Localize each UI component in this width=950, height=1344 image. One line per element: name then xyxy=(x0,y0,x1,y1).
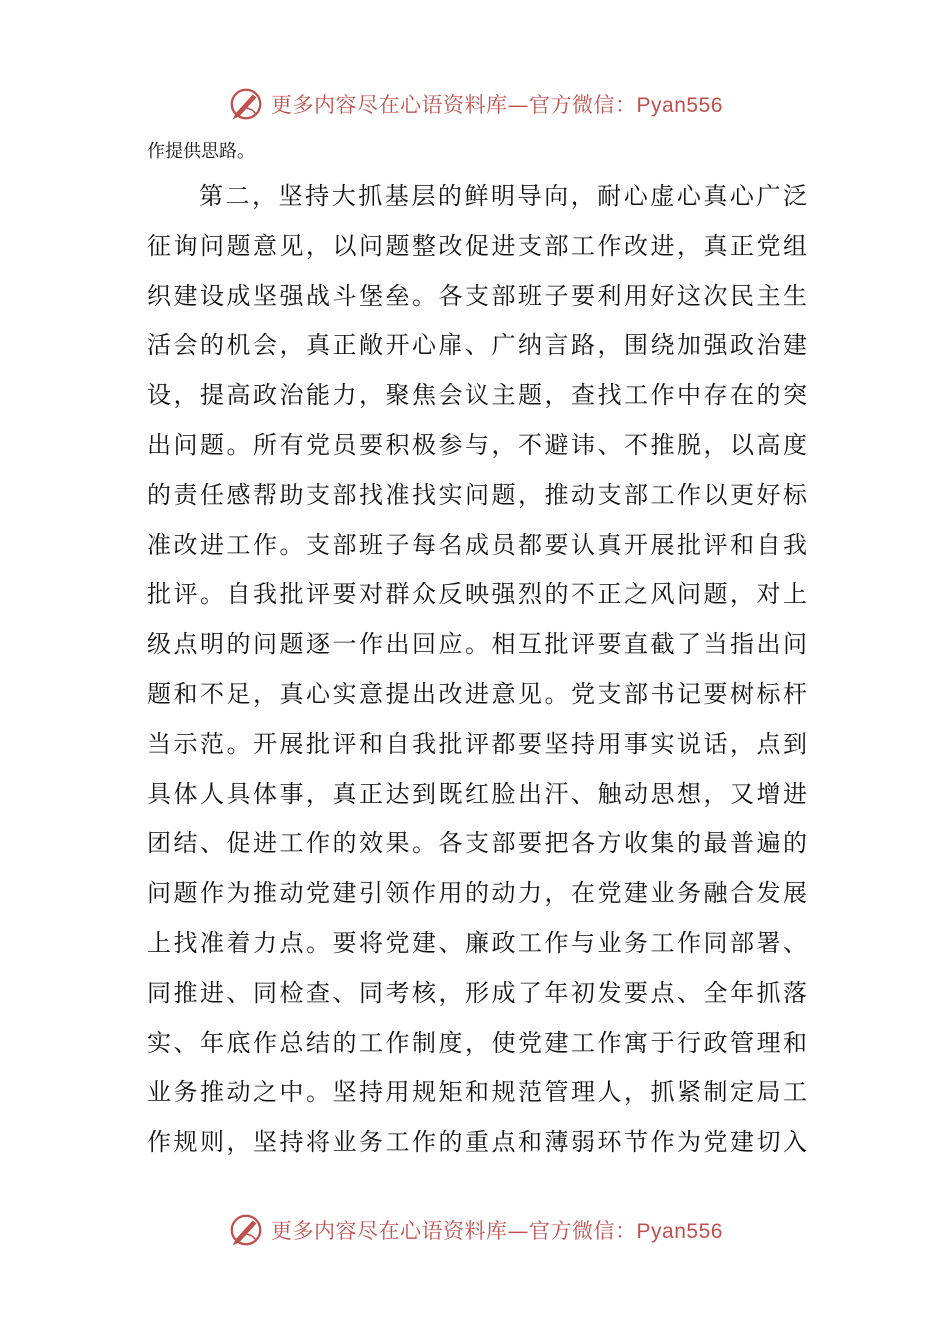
pen-logo-icon xyxy=(227,85,265,123)
text-line: 第二，坚持大抓基层的鲜明导向，耐心虚心真心广泛 xyxy=(199,182,807,210)
text-line: 织建设成坚强战斗堡垒。各支部班子要利用好这次民主生 xyxy=(147,281,807,310)
text-line: 准改进工作。支部班子每名成员都要认真开展批评和自我 xyxy=(147,530,807,559)
text-line: 同推进、同检查、同考核，形成了年初发要点、全年抓落 xyxy=(147,978,807,1007)
header-banner xyxy=(0,82,950,126)
banner-text: 更多内容尽在心语资料库—官方微信：Pyan556 xyxy=(271,1219,723,1243)
wechat-handle: Pyan556 xyxy=(636,94,723,117)
text-line: 上找准着力点。要将党建、廉政工作与业务工作同部署、 xyxy=(147,928,807,957)
text-line: 题和不足，真心实意提出改进意见。党支部书记要树标杆 xyxy=(147,679,807,708)
body-paragraph xyxy=(147,172,807,1168)
wechat-handle: Pyan556 xyxy=(636,1220,723,1243)
text-line: 具体人具体事，真正达到既红脸出汗、触动思想，又增进 xyxy=(147,779,807,808)
text-line: 的责任感帮助支部找准找实问题，推动支部工作以更好标 xyxy=(147,480,807,509)
text-line: 当示范。开展批评和自我批评都要坚持用事实说话，点到 xyxy=(147,729,807,758)
text-line: 业务推动之中。坚持用规矩和规范管理人，抓紧制定局工 xyxy=(147,1078,807,1107)
text-line: 问题作为推动党建引领作用的动力，在党建业务融合发展 xyxy=(147,879,807,908)
text-line: 团结、促进工作的效果。各支部要把各方收集的最普遍的 xyxy=(147,829,807,858)
text-line: 出问题。所有党员要积极参与，不避讳、不推脱，以高度 xyxy=(147,430,807,459)
footer-banner xyxy=(0,1208,950,1252)
text-line: 活会的机会，真正敞开心扉、广纳言路，围绕加强政治建 xyxy=(147,331,807,360)
text-line: 级点明的问题逐一作出回应。相互批评要直截了当指出问 xyxy=(147,630,807,659)
text-line: 实、年底作总结的工作制度，使党建工作寓于行政管理和 xyxy=(147,1028,807,1057)
text-line: 批评。自我批评要对群众反映强烈的不正之风问题，对上 xyxy=(147,580,807,609)
text-line: 征询问题意见，以问题整改促进支部工作改进，真正党组 xyxy=(147,231,807,260)
fragment-text: 作提供思路。 xyxy=(147,141,255,162)
pen-logo-icon xyxy=(227,1211,265,1249)
text-line: 设，提高政治能力，聚焦会议主题，查找工作中存在的突 xyxy=(147,381,807,410)
text-line: 作规则，坚持将业务工作的重点和薄弱环节作为党建切入 xyxy=(147,1128,807,1157)
banner-text: 更多内容尽在心语资料库—官方微信：Pyan556 xyxy=(271,93,723,117)
